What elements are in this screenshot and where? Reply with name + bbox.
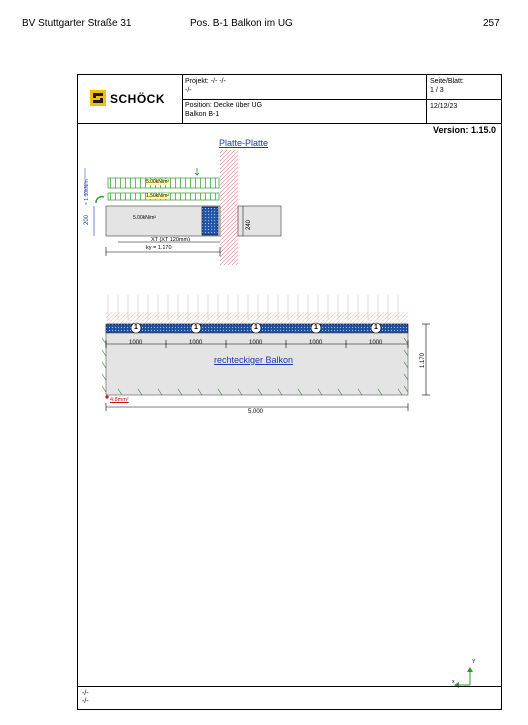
sheet-label: Seite/Blatt: [430, 78, 464, 85]
doc-project-title: BV Stuttgarter Straße 31 [22, 18, 132, 29]
moment-arrow-icon [96, 197, 104, 203]
segment-length-1: 1000 [129, 340, 143, 346]
segment-length-5: 1000 [369, 340, 383, 346]
segment-length-3: 1000 [249, 340, 263, 346]
axis-y-label: Y [472, 659, 476, 665]
version-label: Version: 1.15.0 [432, 125, 496, 135]
title-block [78, 75, 501, 124]
width-label: 5.000 [248, 409, 264, 415]
segment-length-4: 1000 [309, 340, 323, 346]
company-logo [78, 75, 183, 123]
plan-view-title[interactable]: rechteckiger Balkon [214, 355, 294, 365]
load-arrow-icon [195, 168, 199, 175]
footer-block [78, 686, 501, 709]
section-view-drawing [78, 135, 501, 275]
wall-dimension-label: 240 [246, 219, 252, 230]
marker-1e: 1 [374, 324, 378, 331]
marker-1d: 1 [314, 324, 318, 331]
load-area-mid-label: 1.50kN/m² [146, 193, 170, 199]
position-label: Position: Decke über UG [185, 102, 263, 109]
ky-label: ky = 1.170 [146, 245, 172, 251]
load-area-top-label: 5.00kN/m² [146, 179, 170, 185]
slab-thickness-label: 200 [84, 214, 90, 225]
wall-section [220, 150, 238, 265]
projekt-value: -/- [185, 87, 192, 94]
line-load-label: = 1.50kN/m [84, 179, 90, 205]
date-value: 12/12/23 [430, 103, 458, 110]
sheet-value: 1 / 3 [430, 87, 444, 94]
marker-1c: 1 [254, 324, 258, 331]
position-value: Balkon B-1 [185, 111, 220, 118]
drawing-sheet [77, 74, 502, 710]
page-number: 257 [483, 18, 500, 29]
rebar-point-icon [105, 395, 108, 398]
slab-load-label: 5.00kN/m² [133, 215, 157, 221]
rebar-note: 4.8mm² [110, 397, 129, 403]
logo-wordmark: SCHÖCK [110, 92, 166, 106]
footer-line-1: -/- [82, 690, 89, 697]
element-type-label: XT (XT 120mm) [151, 237, 190, 243]
marker-1b: 1 [194, 324, 198, 331]
footer-line-2: -/- [82, 698, 89, 705]
segment-length-2: 1000 [189, 340, 203, 346]
projekt-label: Projekt: -/- -/- [185, 78, 226, 85]
section-view-title[interactable]: Platte-Platte [219, 138, 269, 148]
floor-slab [238, 206, 281, 236]
marker-1a: 1 [134, 324, 138, 331]
depth-label: 1.170 [420, 352, 426, 368]
isokorb-element [202, 207, 218, 235]
doc-position-title: Pos. B-1 Balkon im UG [190, 18, 293, 29]
axis-x-label: x [452, 679, 455, 685]
